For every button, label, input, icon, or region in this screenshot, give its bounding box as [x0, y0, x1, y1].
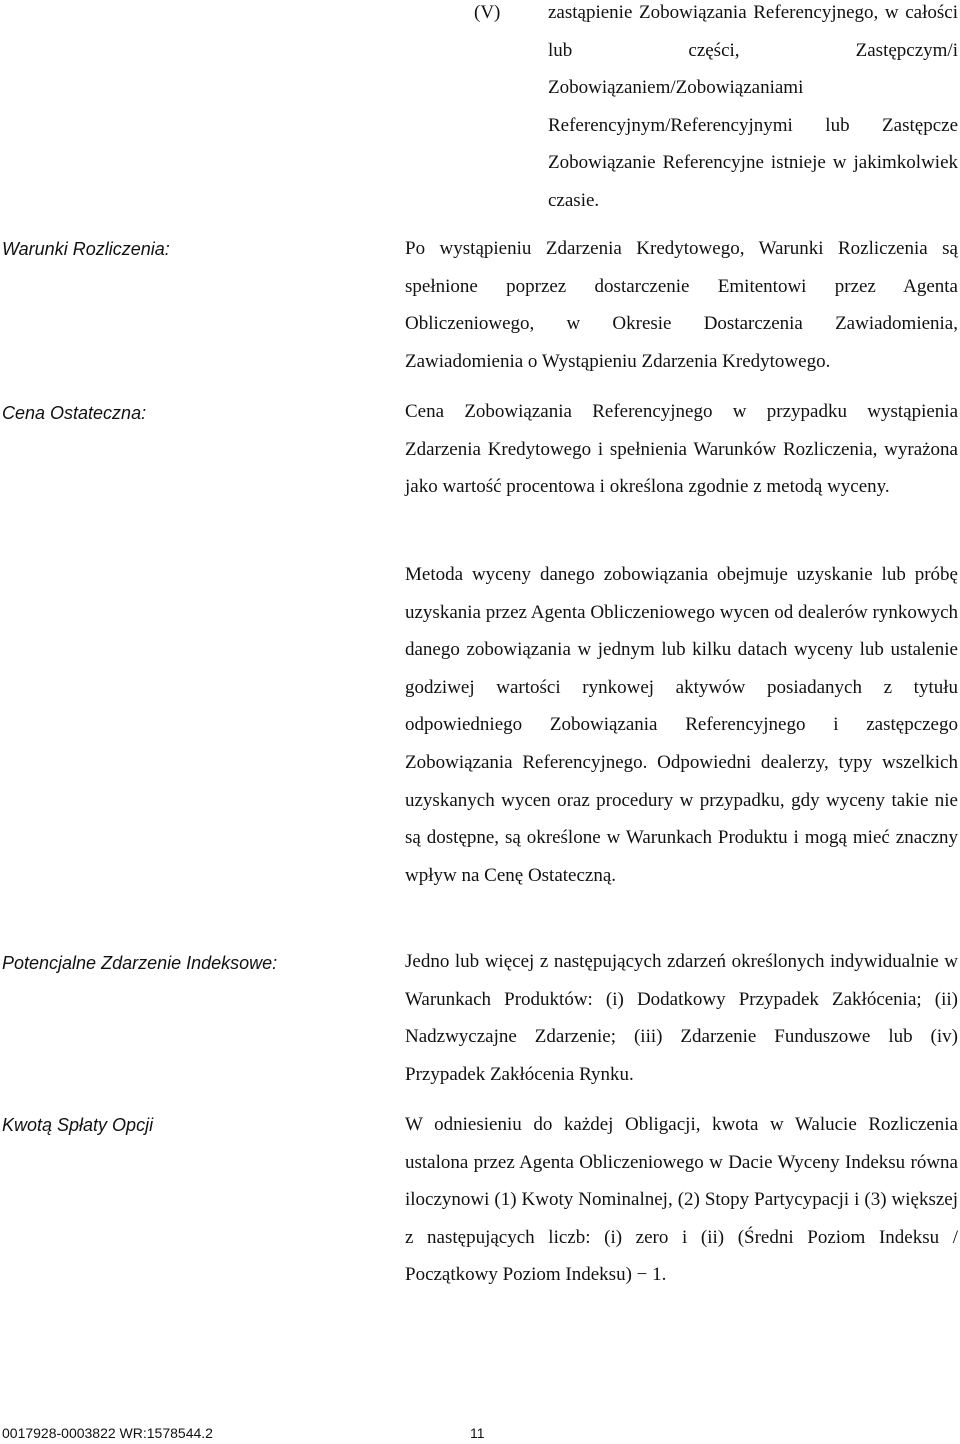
definition-kwota-splaty-opcji: W odniesieniu do każdej Obligacji, kwota w Walucie Rozliczenia ustalona przez Agenta Obliczeniowego w Dacie Wyceny Indeksu równa iloczynowi (1) Kwoty Nominalnej, (2) Stopy Partycypacji i (3) większej z następujących liczb: (i) zero i (ii) (Średni Poziom Indeksu / Początkowy Poziom Indeksu) − 1. [405, 1114, 958, 1286]
footer-page-number: 11 [470, 1425, 485, 1441]
term-cena-ostateczna: Cena Ostateczna: [2, 403, 147, 423]
term-potencjalne-zdarzenie-indeksowe: Potencjalne Zdarzenie Indeksowe: [2, 953, 278, 973]
list-item-text: zastąpienie Zobowiązania Referencyjnego, w całości lub części, Zastępczym/i Zobowiązaniem/Zobowiązaniami Referencyjnym/Referencyjnymi lub Zastępcze Zobowiązanie Referencyjne istnieje w jakimkolwiek czasie. [548, 2, 958, 211]
definition-potencjalne-zdarzenie-indeksowe: Jedno lub więcej z następujących zdarzeń określonych indywidualnie w Warunkach Produktów: (i) Dodatkowy Przypadek Zakłócenia; (ii) Nadzwyczajne Zdarzenie; (iii) Zdarzenie Funduszowe lub (iv) Przypadek Zakłócenia Rynku. [405, 951, 958, 1085]
footer-document-id: 0017928-0003822 WR:1578544.2 [2, 1425, 213, 1441]
definition-metoda-wyceny: Metoda wyceny danego zobowiązania obejmuje uzyskanie lub próbę uzyskania przez Agenta Obliczeniowego wycen od dealerów rynkowych danego zobowiązania w jednym lub kilku datach wyceny lub ustalenie godziwej wartości rynkowej aktywów posiadanych z tytułu odpowiedniego Zobowiązania Referencyjnego i zastępczego Zobowiązania Referencyjnego. Odpowiedni dealerzy, typy wszelkich uzyskanych wycen oraz procedury w przypadku, gdy wyceny takie nie są dostępne, są określone w Warunkach Produktu i mogą mieć znaczny wpływ na Cenę Ostateczną. [405, 564, 958, 886]
term-kwota-splaty-opcji: Kwotą Spłaty Opcji [2, 1115, 154, 1135]
definition-cena-ostateczna: Cena Zobowiązania Referencyjnego w przypadku wystąpienia Zdarzenia Kredytowego i spełnienia Warunków Rozliczenia, wyrażona jako wartość procentowa i określona zgodnie z metodą wyceny. [405, 401, 958, 498]
list-item-marker: (V) [474, 2, 501, 23]
definition-warunki-rozliczenia: Po wystąpieniu Zdarzenia Kredytowego, Warunki Rozliczenia są spełnione poprzez dostarczenie Emitentowi przez Agenta Obliczeniowego, w Okresie Dostarczenia Zawiadomienia, Zawiadomienia o Wystąpieniu Zdarzenia Kredytowego. [405, 238, 958, 372]
term-warunki-rozliczenia: Warunki Rozliczenia: [2, 239, 170, 259]
